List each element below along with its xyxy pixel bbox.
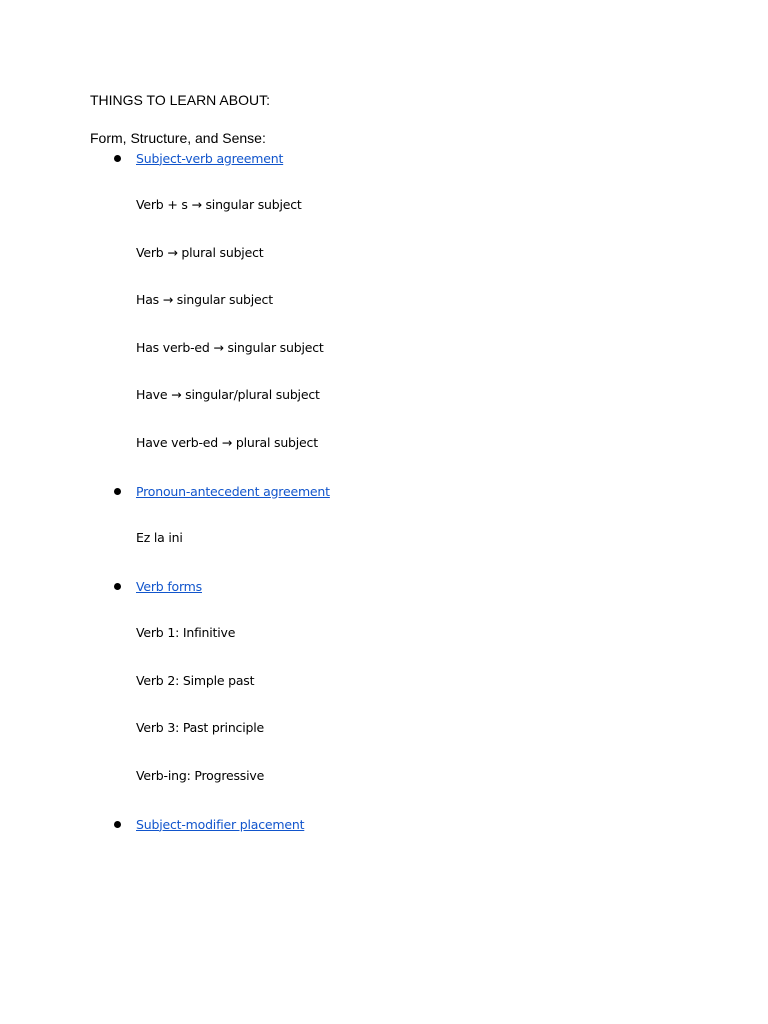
bullet-icon	[114, 583, 121, 590]
document-heading: THINGS TO LEARN ABOUT:	[90, 92, 270, 108]
bullet-icon	[114, 821, 121, 828]
note-line: Verb → plural subject	[136, 245, 264, 260]
topic-link-pronoun-antecedent-agreement[interactable]: Pronoun-antecedent agreement	[136, 483, 330, 499]
note-line: Ez la ini	[136, 530, 183, 545]
note-line: Has verb-ed → singular subject	[136, 340, 324, 355]
bullet-icon	[114, 488, 121, 495]
topic-link-subject-verb-agreement[interactable]: Subject-verb agreement	[136, 150, 284, 166]
note-line: Verb-ing: Progressive	[136, 768, 265, 783]
section-title: Form, Structure, and Sense:	[90, 130, 266, 146]
topic-link-subject-modifier-placement[interactable]: Subject-modifier placement	[136, 816, 305, 832]
note-line: Verb 2: Simple past	[136, 673, 255, 688]
list-item	[113, 149, 283, 167]
note-line: Verb 1: Infinitive	[136, 625, 236, 640]
topic-link-verb-forms[interactable]: Verb forms	[136, 578, 202, 594]
note-line: Have → singular/plural subject	[136, 387, 320, 402]
note-line: Has → singular subject	[136, 292, 273, 307]
list-item	[113, 815, 304, 833]
note-line: Verb 3: Past principle	[136, 720, 264, 735]
list-item	[113, 577, 202, 595]
note-line: Have verb-ed → plural subject	[136, 435, 318, 450]
bullet-icon	[114, 155, 121, 162]
list-item	[113, 482, 330, 500]
note-line: Verb + s → singular subject	[136, 197, 302, 212]
